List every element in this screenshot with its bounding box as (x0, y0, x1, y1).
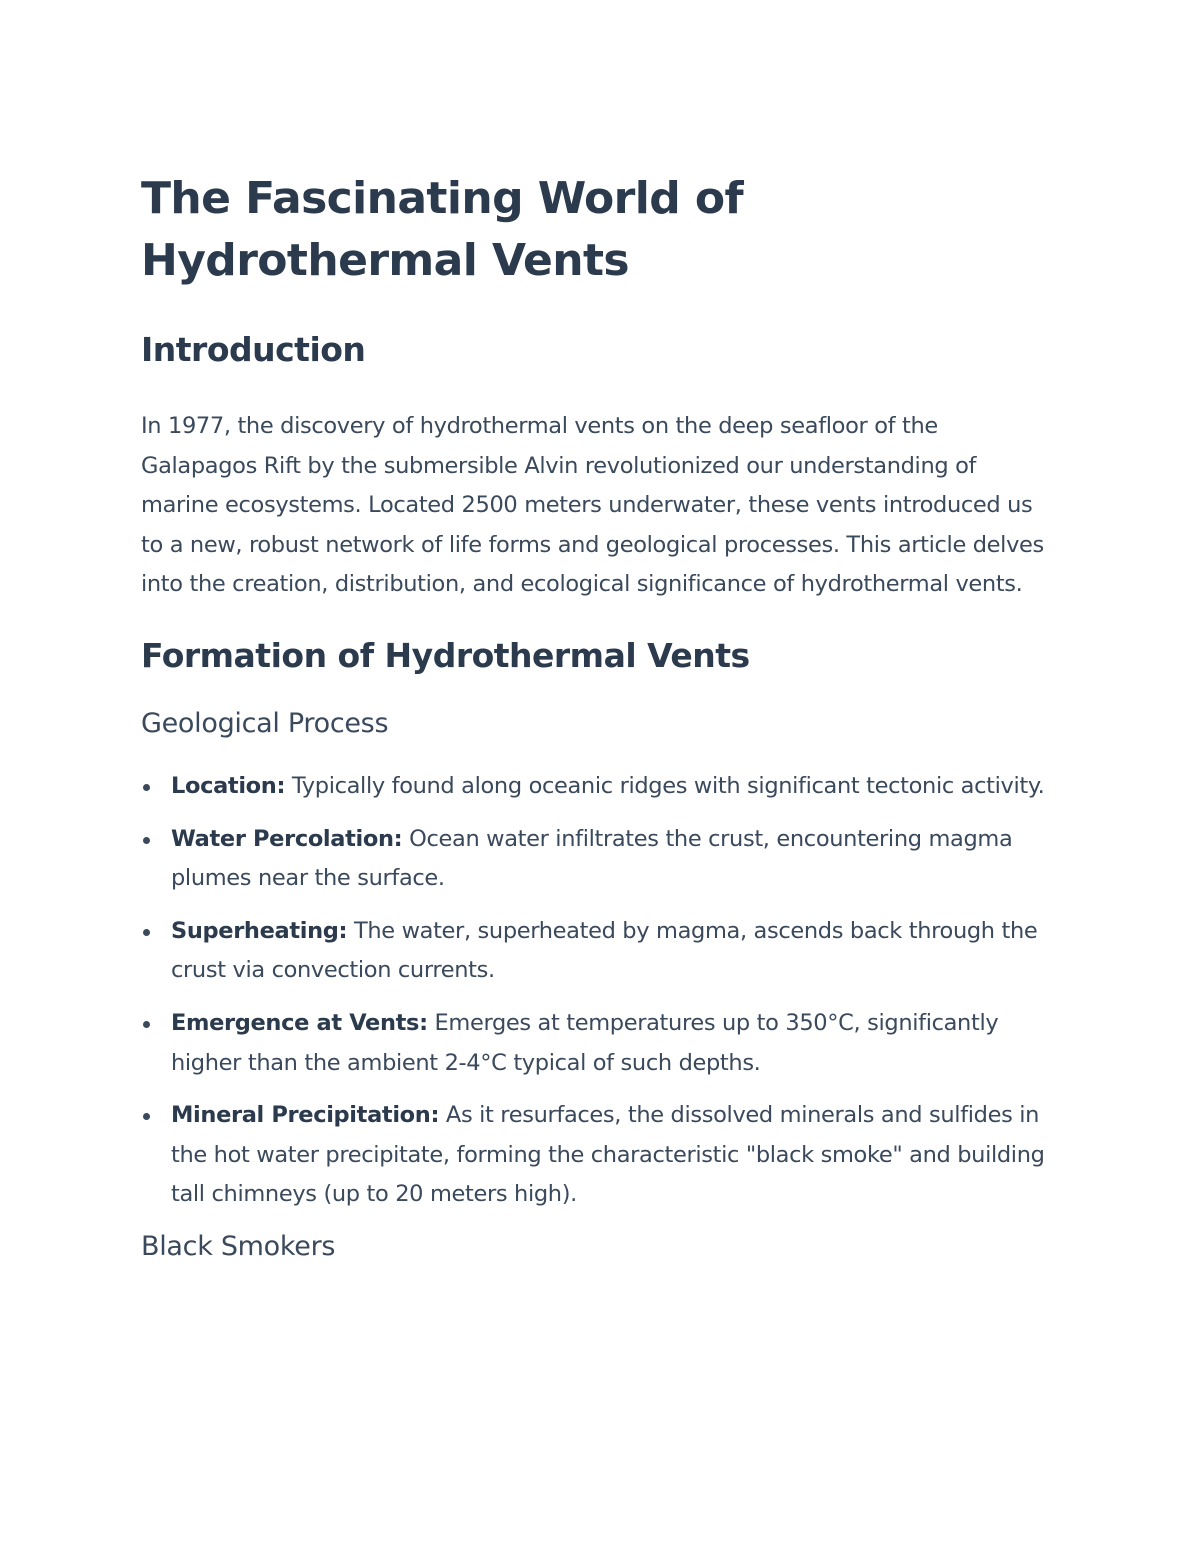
list-item (141, 1096, 1060, 1215)
geological-process-heading: Geological Process (141, 707, 389, 739)
bullet-icon (143, 1021, 150, 1028)
list-item-text: The water, superheated by magma, ascends back through the crust via convection currents. (171, 917, 1038, 984)
introduction-heading: Introduction (141, 330, 366, 369)
list-item (141, 912, 1060, 991)
list-item-text: As it resurfaces, the dissolved minerals and sulfides in the hot water precipitate, forming the characteristic "black smoke" and building tall chimneys (up to 20 meters high). (171, 1102, 1045, 1208)
formation-heading: Formation of Hydrothermal Vents (141, 635, 750, 675)
list-item-term: Mineral Precipitation: (171, 1102, 440, 1129)
page-title: The Fascinating World of Hydrothermal Vents (141, 173, 744, 286)
list-item-text: Typically found along oceanic ridges with significant tectonic activity. (285, 772, 1045, 799)
list-item (141, 1004, 1060, 1083)
list-item (141, 767, 1060, 807)
list-item-text: Ocean water infiltrates the crust, encountering magma plumes near the surface. (171, 825, 1013, 892)
black-smokers-heading: Black Smokers (141, 1230, 336, 1262)
list-item-text: Emerges at temperatures up to 350°C, significantly higher than the ambient 2-4°C typical of such depths. (171, 1009, 999, 1076)
list-item-term: Location: (171, 772, 286, 799)
list-item-term: Water Percolation: (171, 825, 403, 852)
list-item-term: Emergence at Vents: (171, 1009, 428, 1036)
bullet-icon (143, 1113, 150, 1120)
bullet-icon (143, 784, 150, 791)
bullet-icon (143, 929, 150, 936)
bullet-icon (143, 837, 150, 844)
introduction-paragraph: In 1977, the discovery of hydrothermal vents on the deep seafloor of the Galapagos Rift by the submersible Alvin revolutionized our understanding of marine ecosystems. Located 2500 meters underwater, these vents introduced us to a new, robust network of life forms and geological processes. This article delves into the creation, distribution, and ecological significance of hydrothermal vents. (141, 413, 1044, 598)
list-item (141, 820, 1060, 899)
geological-process-list (141, 767, 1060, 1215)
list-item-term: Superheating: (171, 917, 348, 944)
